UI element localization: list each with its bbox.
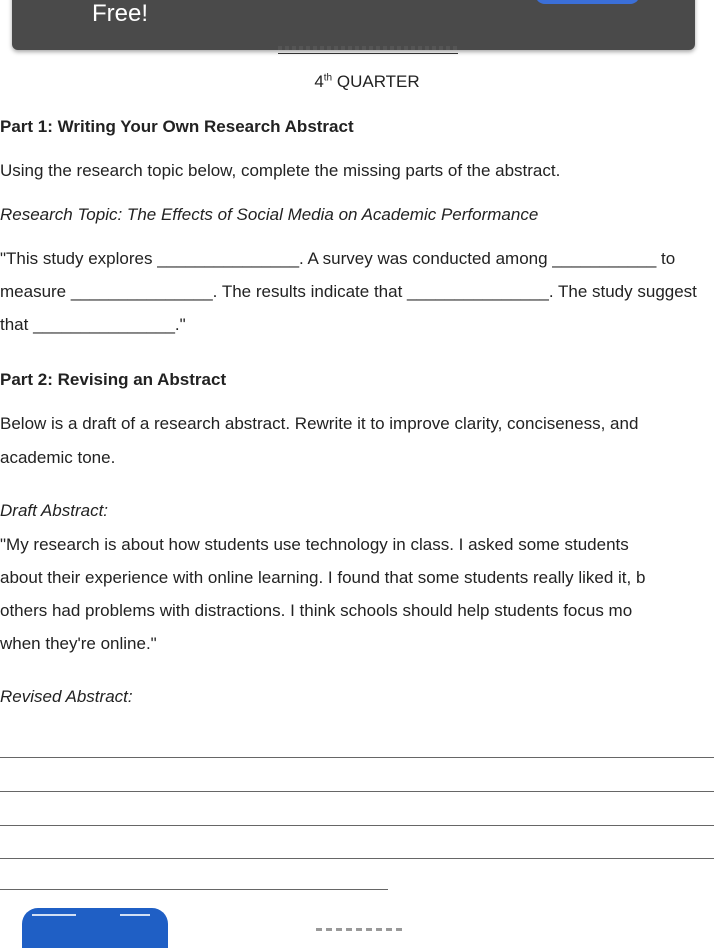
abstract-fill-line-3: that _______________." xyxy=(0,315,186,334)
abstract-fill-line-1: "This study explores _______________. A survey was conducted among ___________ to xyxy=(0,249,676,268)
answer-line-4 xyxy=(0,858,714,859)
quarter-suffix: th xyxy=(323,72,333,84)
draft-line-1: "My research is about how students use technology in class. I asked some students xyxy=(0,535,629,554)
quarter-word: QUARTER xyxy=(336,72,420,91)
promo-banner[interactable] xyxy=(12,0,695,50)
draft-line-3: others had problems with distractions. I think schools should help students focus mo xyxy=(0,601,633,620)
abstract-fill-line-2: measure _______________. The results indicate that _______________. The study suggest xyxy=(0,282,697,301)
draft-line-4: when they're online." xyxy=(0,634,157,653)
banner-text: Free! xyxy=(92,0,149,27)
research-topic: Research Topic: The Effects of Social Media on Academic Performance xyxy=(0,205,539,224)
answer-line-1 xyxy=(0,757,714,758)
part1-instruction: Using the research topic below, complete the missing parts of the abstract. xyxy=(0,161,561,180)
part2-instruction-line-1: Below is a draft of a research abstract. Rewrite it to improve clarity, conciseness, and xyxy=(0,414,639,433)
draft-line-2: about their experience with online learning. I found that some students really liked it, b xyxy=(0,568,646,587)
answer-line-3 xyxy=(0,825,714,826)
cut-off-title xyxy=(278,44,458,54)
draft-abstract-label: Draft Abstract: xyxy=(0,501,109,520)
answer-line-2 xyxy=(0,791,714,792)
quarter-number: 4 xyxy=(314,72,324,91)
part1-title: Part 1: Writing Your Own Research Abstract xyxy=(0,117,354,136)
banner-action-button[interactable] xyxy=(535,0,640,4)
quarter-heading xyxy=(0,72,714,92)
answer-line-5 xyxy=(0,889,388,890)
preview-thumbnail[interactable] xyxy=(22,908,168,948)
revised-abstract-label: Revised Abstract: xyxy=(0,687,133,706)
part2-instruction-line-2: academic tone. xyxy=(0,448,116,467)
part2-title: Part 2: Revising an Abstract xyxy=(0,370,227,389)
footer-text-fragment xyxy=(316,928,406,931)
